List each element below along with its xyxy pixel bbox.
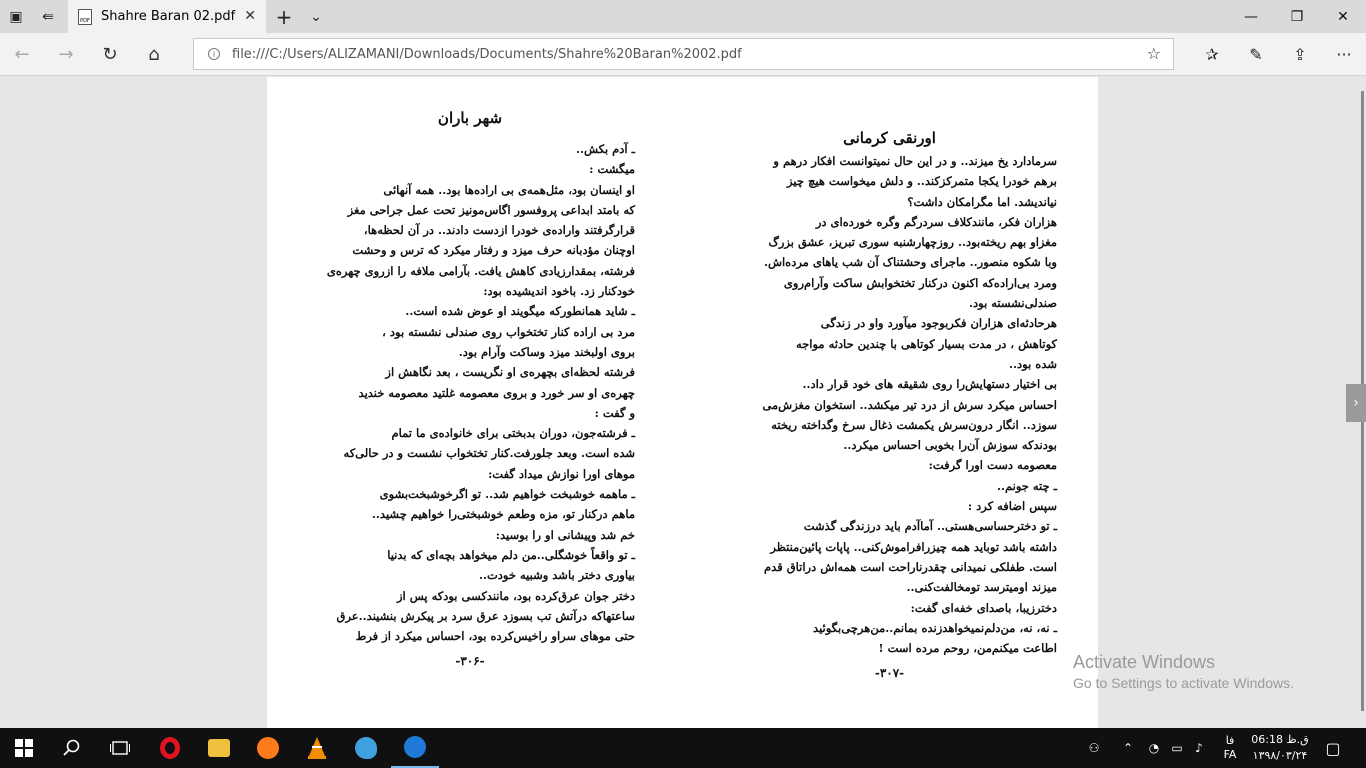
minimize-button[interactable]: — <box>1244 8 1258 25</box>
text-line: سپس اضافه کرد : <box>967 499 1057 514</box>
text-line: که بامتد ابداعی پروفسور اگاس‌مونیز تحت عمل جراحی مغز <box>347 202 635 217</box>
right-page-number: -۳۰۷- <box>874 666 905 681</box>
text-line: ساعتهاکه درآتش تب بسوزد عرق سرد بر پیکرش بنشیند..عرق <box>336 608 635 623</box>
clock-date: ۱۳۹۸/۰۳/۲۴ <box>1252 749 1308 762</box>
text-line: سوزد.. انگار درون‌سرش یکمشت ذغال سرخ وگداخته ریخته <box>771 417 1057 432</box>
task-view-button[interactable] <box>96 728 144 768</box>
folder-icon <box>208 739 230 757</box>
vlc-icon <box>306 736 328 760</box>
right-page-column <box>722 129 1057 680</box>
text-line: چهره‌ی او سر خورد و بروی معصومه غلتید معصومه خندید <box>358 385 635 400</box>
favorite-star-icon[interactable]: ☆ <box>1146 44 1161 63</box>
text-line: بروی اولبخند میزد وساکت وآرام بود. <box>458 344 635 359</box>
text-line: موهای اورا نوازش میداد گفت: <box>488 466 635 481</box>
text-line: احساس میکرد سرش از درد تیر میکشد.. استخوان مغزش‌می‌ <box>762 397 1057 412</box>
edge-icon <box>404 736 426 758</box>
right-page-heading: اورنقی کرمانی <box>843 129 936 147</box>
url-text: file:///C:/Users/ALIZAMANI/Downloads/Documents/Shahre%20Baran%2002.pdf <box>232 46 742 62</box>
text-line: ومرد بی‌اراده‌که اکنون درکنار تختخوابش ساکت وآرام‌روی <box>783 275 1057 290</box>
tab-title: Shahre Baran 02.pdf <box>101 9 236 24</box>
start-button[interactable] <box>0 728 48 768</box>
tab-bar <box>0 0 1366 33</box>
tab-pdf[interactable] <box>68 0 266 33</box>
volume-icon[interactable]: ♪ <box>1195 741 1203 755</box>
text-line: ـ فرشته‌جون، دوران بدبختی برای خانواده‌ی ما تمام <box>391 426 635 441</box>
text-line: سرمادارد یخ میزند.. و در این حال نمیتوانست افکار درهم و <box>773 154 1057 168</box>
home-button[interactable]: ⌂ <box>148 44 160 65</box>
text-line: شده است. وبعد جلورفت.کنار تختخواب نشست و در حالی‌که <box>343 446 635 461</box>
text-line: ماهم درکنار تو، مزه وطعم خوشبختی‌را خواهیم چشید.. <box>371 507 635 522</box>
set-aside-tabs-icon[interactable]: ⇚ <box>42 8 54 25</box>
more-menu-button[interactable]: ··· <box>1336 45 1352 64</box>
address-bar[interactable] <box>193 38 1174 70</box>
pdf-page <box>267 77 1098 728</box>
show-hidden-icons-chevron-icon[interactable]: ⌃ <box>1122 741 1134 755</box>
text-line: ـ آدم بکش.. <box>575 142 635 156</box>
text-line: دخترزیبا، باصدای خفه‌ای گفت: <box>910 600 1057 615</box>
forward-button[interactable]: → <box>58 44 74 65</box>
search-button[interactable] <box>48 728 96 768</box>
tab-list-chevron-icon[interactable]: ⌄ <box>310 8 322 25</box>
language-indicator[interactable] <box>1212 728 1248 768</box>
opera-app[interactable] <box>146 728 194 768</box>
text-line: کوتاهش ، در مدت بسیار کوتاهی با چندین حادثه مواجه <box>796 336 1057 351</box>
share-icon[interactable]: ⇪ <box>1293 45 1307 64</box>
left-page-number: -۳۰۶- <box>455 654 485 669</box>
text-line: صندلی‌نشسته بود. <box>969 296 1057 311</box>
text-line: معصومه دست اورا گرفت: <box>928 458 1057 473</box>
refresh-button[interactable]: ↻ <box>102 44 118 65</box>
clock-time: ق.ظ 06:18 <box>1251 733 1309 746</box>
text-line: مرد بی اراده کنار تختخواب روی صندلی نشسته بود ، <box>382 324 635 339</box>
pen-icon[interactable]: ✎ <box>1249 45 1263 64</box>
taskbar <box>0 728 1366 768</box>
text-line: مغزاو بهم ریخته‌بود.. روزچهارشنبه سوری تبریز، عشق بزرگ <box>768 235 1057 250</box>
paint-app[interactable] <box>342 728 390 768</box>
task-view-icon <box>110 740 130 756</box>
text-line: میزند اومیترسد تومخالفت‌کنی.. <box>906 580 1057 595</box>
clock[interactable] <box>1250 732 1310 764</box>
firefox-app[interactable] <box>244 728 292 768</box>
text-line: ـ تو واقعاً خوشگلی..من دلم میخواهد بچه‌ای که بدنیا <box>387 547 635 562</box>
text-line: قرارگرفتند واراده‌ی خودرا ازدست دادند.. در آن لحظه‌ها، <box>363 223 635 238</box>
text-line: میگشت : <box>589 162 635 177</box>
left-page-column <box>305 109 635 668</box>
paint-palette-icon <box>355 737 377 759</box>
firefox-icon <box>257 737 279 759</box>
text-line: بیاوری دختر باشد وشبیه خودت.. <box>478 568 635 583</box>
text-line: نیاندیشد. اما مگرامکان داشت؟ <box>907 194 1057 209</box>
battery-icon[interactable]: ▭ <box>1171 741 1183 755</box>
text-line: است. طفلکی نمیدانی چقدرناراحت است همه‌اش دراتاق قدم <box>764 559 1057 574</box>
pdf-file-icon: PDF <box>78 9 92 25</box>
next-page-arrow-icon[interactable]: › <box>1346 384 1366 422</box>
tab-manager-icon[interactable]: ▣ <box>9 8 23 25</box>
watermark-title: Activate Windows <box>1073 652 1216 672</box>
opera-icon <box>160 737 180 759</box>
network-icon[interactable]: ◔ <box>1148 741 1160 755</box>
back-button[interactable]: ← <box>14 44 30 65</box>
windows-logo-icon <box>15 739 33 757</box>
vlc-app[interactable] <box>293 728 341 768</box>
maximize-button[interactable]: ❐ <box>1290 8 1304 25</box>
text-line: هرحادثه‌ای هزاران فکربوجود میآورد واو در زندگی <box>820 316 1057 331</box>
text-line: ـ ماهمه خوشبخت خواهیم شد.. تو اگرخوشبخت‌بشوی <box>379 487 635 502</box>
people-icon[interactable]: ⚇ <box>1088 741 1100 755</box>
text-line: ـ شاید همانطورکه میگویند او عوض شده است.. <box>405 304 635 319</box>
text-line: خودکنار زد. باخود اندیشیده بود: <box>483 284 635 299</box>
file-explorer-app[interactable] <box>195 728 243 768</box>
text-line: شده بود.. <box>1009 356 1057 371</box>
text-line: خم شد وپیشانی او را بوسید: <box>495 527 635 542</box>
close-window-button[interactable]: ✕ <box>1337 8 1349 25</box>
text-line: هزاران فکر، مانندکلاف سردرگم وگره خورده‌ای در <box>815 214 1057 229</box>
text-line: ـ نه، نه، من‌دلم‌نمیخواهدزنده بمانم..من‌هرچی‌بگوئید <box>813 620 1057 635</box>
right-page-text <box>722 151 1057 658</box>
language-indicator-code: FA <box>1223 748 1237 761</box>
info-icon[interactable]: i <box>208 48 220 60</box>
search-icon <box>63 739 81 757</box>
watermark-subtitle: Go to Settings to activate Windows. <box>1073 675 1294 691</box>
edge-app[interactable] <box>391 728 439 768</box>
text-line: داشته باشد توباید همه چیزرافراموش‌کنی.. پاپات پائین‌منتظر <box>770 539 1057 554</box>
text-line: بی اختیار دستهایش‌را روی شقیقه های خود قرار داد.. <box>802 377 1057 392</box>
left-page-text <box>305 139 635 646</box>
text-line: دختر جوان عرق‌کرده بود، مانندکسی بودکه پس از <box>396 588 635 603</box>
text-line: ـ تو دخترحساسی‌هستی.. آماآدم باید درزندگی گذشت <box>803 519 1057 534</box>
left-page-heading: شهر باران <box>437 109 503 127</box>
new-tab-button[interactable]: + <box>275 4 293 29</box>
favorites-hub-icon[interactable]: ✰ <box>1205 45 1219 64</box>
text-line: اوچنان مؤدبانه حرف میزد و رفتار میکرد که ترس و وحشت <box>352 243 635 258</box>
activate-windows-watermark <box>1073 652 1294 691</box>
text-line: ـ چته جونم.. <box>996 478 1057 493</box>
text-line: اطاعت میکنم‌من، روحم مرده است ! <box>878 641 1057 656</box>
text-line: او اینسان بود، مثل‌همه‌ی بی اراده‌ها بود.. همه آنهائی <box>383 182 635 197</box>
text-line: برهم خودرا یکجا متمرکزکند.. و دلش میخواست هیچ چیز <box>787 174 1057 189</box>
pdf-viewer[interactable] <box>0 77 1366 728</box>
text-line: فرشته، بمقدارزیادی کاهش یافت. بآرامی ملافه را ازروی چهره‌ی <box>326 263 635 278</box>
text-line: بودندکه سوزش آن‌را بخوبی احساس میکرد.. <box>843 438 1057 453</box>
text-line: و گفت : <box>594 405 635 420</box>
language-indicator-persian: فا <box>1225 734 1235 747</box>
navigation-bar <box>0 33 1366 76</box>
close-tab-icon[interactable]: ✕ <box>244 8 256 24</box>
notifications-icon[interactable]: ▢ <box>1325 738 1341 758</box>
text-line: وبا شکوه منصور.. ماجرای وحشتناک آن شب یاهای مرده‌اش. <box>763 255 1057 270</box>
text-line: حتی موهای سراو راخیس‌کرده بود، احساس میکرد از فرط <box>355 629 635 644</box>
text-line: فرشته لحظه‌ای بچهره‌ی او نگریست ، بعد نگاهش از <box>385 365 635 380</box>
